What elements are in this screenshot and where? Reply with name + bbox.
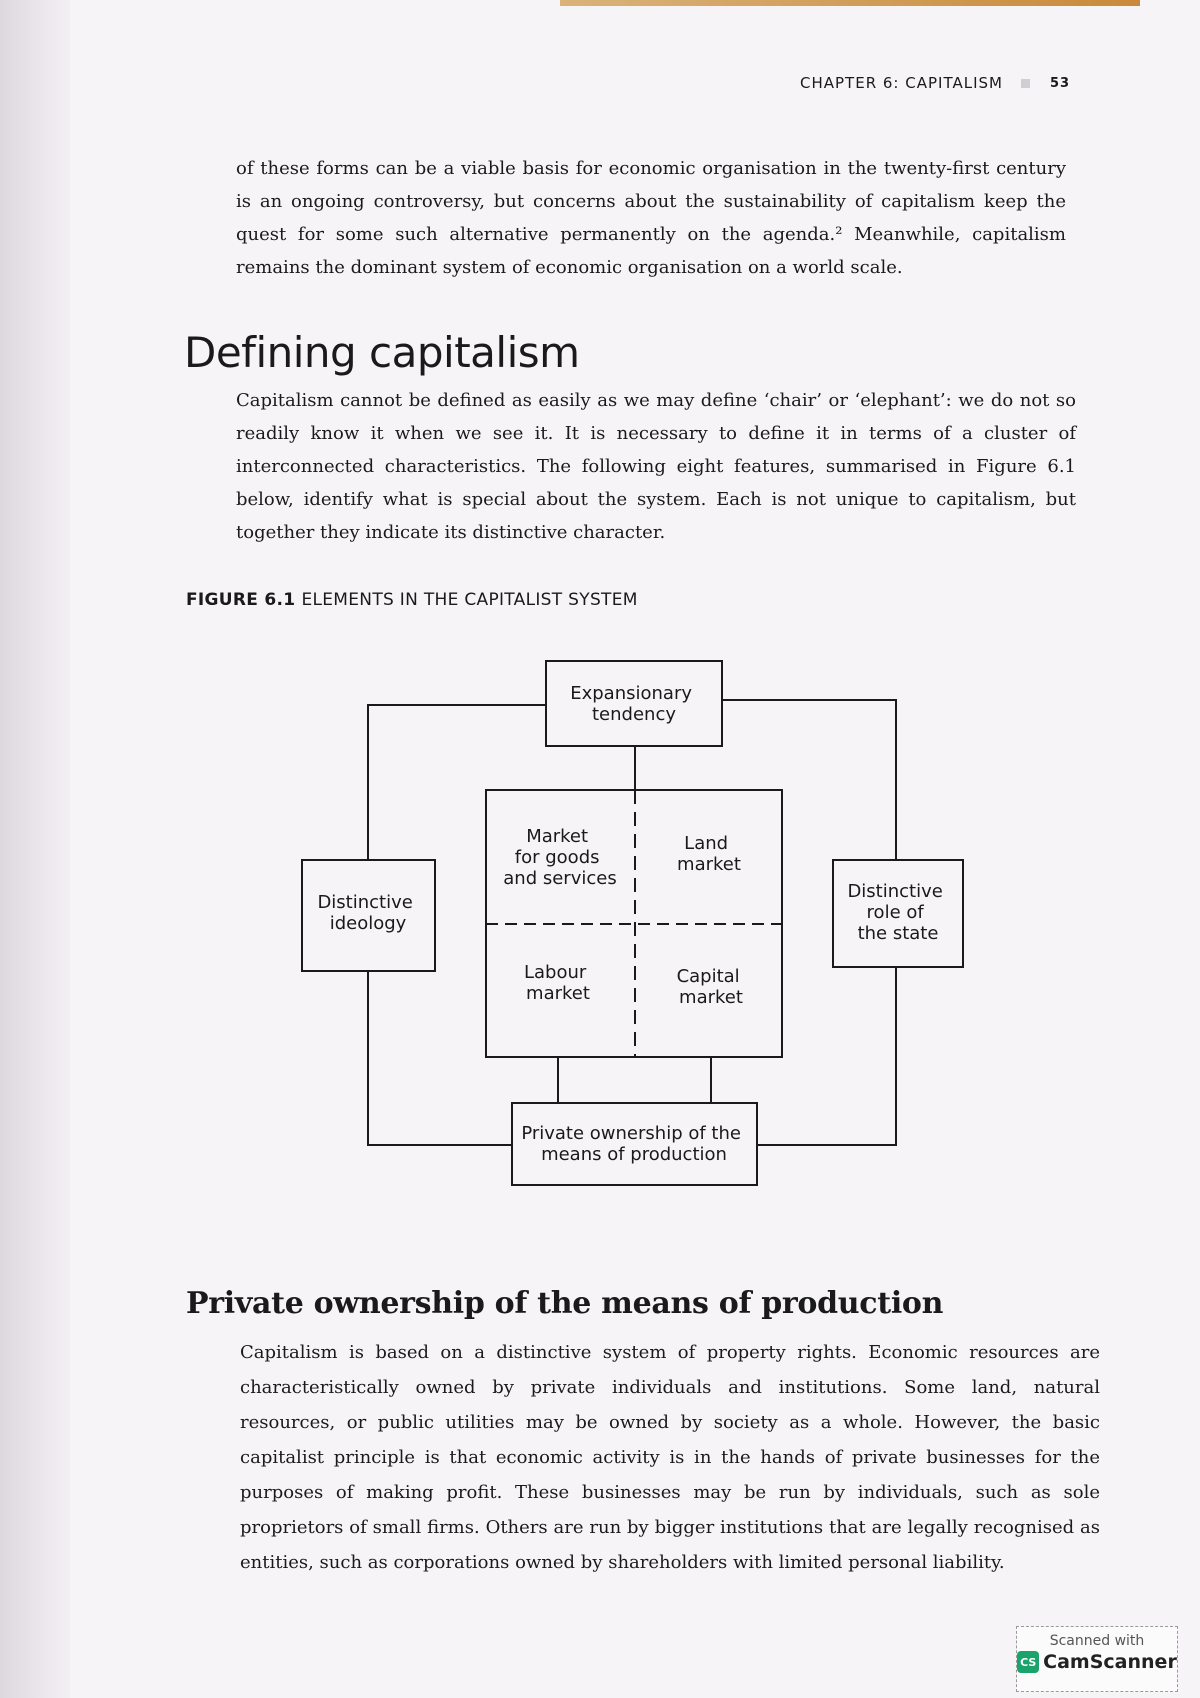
expansionary-tendency-label: Expansionary tendency	[570, 683, 693, 725]
connector-expansionary-state	[722, 700, 896, 860]
defining-paragraph: Capitalism cannot be defined as easily as we may define ‘chair’ or ‘elephant’: we do not so readily know it when we see it. It is necessary to define it in terms of a cluster of interconnected characteristics. The following eight features, summarised in Figure 6.1 below, identify what is special about the system. Each is not unique to capitalism, but together they indicate its distinctive character.	[236, 390, 1076, 543]
scanned-with-text: Scanned with	[1049, 1633, 1145, 1649]
capital-market-label: Capital market	[676, 966, 743, 1008]
camscanner-brand-label: CamScanner	[1043, 1651, 1177, 1673]
figure-title: ELEMENTS IN THE CAPITALIST SYSTEM	[301, 590, 638, 610]
camscanner-logo-icon: CS	[1017, 1651, 1039, 1673]
camscanner-badge	[1016, 1626, 1178, 1692]
diagram-connectors	[368, 700, 896, 1145]
camscanner-brand	[1017, 1651, 1177, 1673]
private-ownership-paragraph: Capitalism is based on a distinctive system of property rights. Economic resources are characteristically owned by private individuals and institutions. Some land, natural resources, or public utilities may be owned by society as a whole. However, the basic capitalist principle is that economic activity is in the hands of private businesses for the purposes of making profit. These businesses may be run by individuals, such as sole proprietors of small firms. Others are run by bigger institutions that are legally recognised as entities, such as corporations owned by shareholders with limited personal liability.	[240, 1342, 1100, 1573]
private-ownership-label: Private ownership of the means of production	[521, 1123, 741, 1165]
labour-market-label: Labour market	[523, 962, 590, 1004]
figure-number: FIGURE 6.1	[186, 590, 296, 610]
page-number: 53	[1049, 75, 1071, 91]
distinctive-role-of-state-label: Distinctive role of the state	[847, 881, 943, 944]
connector-expansionary-ideology	[368, 705, 546, 860]
goods-services-market-label: Market for goods and services	[503, 826, 617, 889]
section-heading-defining: Defining capitalism	[184, 328, 580, 377]
land-market-label: Land market	[677, 833, 741, 875]
distinctive-ideology-label: Distinctive ideology	[317, 892, 413, 934]
section-heading-private-ownership: Private ownership of the means of production	[186, 1286, 944, 1321]
chapter-title: CHAPTER 6: CAPITALISM	[800, 74, 1003, 92]
intro-paragraph: of these forms can be a viable basis for economic organisation in the twenty-first century is an ongoing controversy, but concerns about the sustainability of capitalism keep the quest for some such alternative permanently on the agenda.² Meanwhile, capitalism remains the dominant system of economic organisation on a world scale.	[236, 158, 1066, 278]
